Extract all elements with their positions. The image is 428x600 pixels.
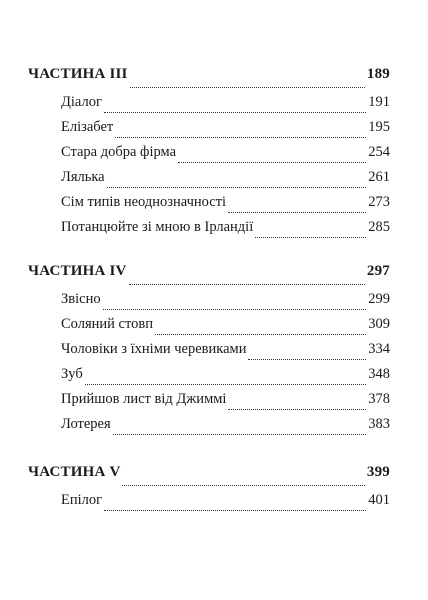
dot-leader (248, 358, 366, 360)
chapter-entry[interactable] (61, 194, 390, 219)
page-number: 273 (368, 194, 390, 210)
chapter-title: Соляний стовп (61, 316, 153, 332)
chapter-entry[interactable] (61, 94, 390, 119)
dot-leader (255, 236, 366, 238)
dot-leader (228, 211, 366, 213)
chapter-entry[interactable] (61, 169, 390, 194)
chapter-title: Звісно (61, 291, 101, 307)
chapter-entry[interactable] (61, 291, 390, 316)
page-number: 297 (366, 263, 390, 279)
dot-leader (104, 111, 366, 113)
chapter-title: Лялька (61, 169, 105, 185)
chapter-title: Прийшов лист від Джиммі (61, 391, 227, 407)
chapter-entry[interactable] (61, 144, 390, 169)
dot-leader (113, 433, 367, 435)
page-number: 378 (368, 391, 390, 407)
chapter-entry[interactable] (61, 416, 390, 441)
chapter-entry[interactable] (61, 492, 390, 517)
page-number: 261 (368, 169, 390, 185)
chapter-entry[interactable] (61, 219, 390, 244)
chapter-entry[interactable] (61, 366, 390, 391)
chapter-entry[interactable] (61, 316, 390, 341)
dot-leader (228, 408, 366, 410)
page-number: 334 (368, 341, 390, 357)
page-number: 191 (368, 94, 390, 110)
dot-leader (85, 383, 367, 385)
toc-part-5 (28, 464, 390, 517)
part-heading[interactable] (28, 263, 390, 291)
chapter-title: Стара добра фірма (61, 144, 177, 160)
page-number: 285 (368, 219, 390, 235)
chapter-title: Сім типів неоднозначності (61, 194, 227, 210)
page-number: 399 (366, 464, 390, 480)
dot-leader (178, 161, 366, 163)
page-number: 309 (368, 316, 390, 332)
chapter-title: Чоловіки з їхніми черевиками (61, 341, 247, 357)
toc-part-3 (28, 66, 390, 244)
chapter-entry[interactable] (61, 119, 390, 144)
dot-leader (155, 333, 366, 335)
toc-part-4 (28, 263, 390, 441)
dot-leader (115, 136, 366, 138)
page-number: 195 (368, 119, 390, 135)
chapter-title: Потанцюйте зі мною в Ірландії (61, 219, 254, 235)
dot-leader (129, 283, 365, 285)
page-number: 254 (368, 144, 390, 160)
part-title: ЧАСТИНА V (28, 464, 121, 480)
dot-leader (103, 308, 367, 310)
page-number: 401 (368, 492, 390, 508)
page-number: 299 (368, 291, 390, 307)
chapter-title: Діалог (61, 94, 102, 110)
part-heading[interactable] (28, 464, 390, 492)
dot-leader (130, 86, 365, 88)
chapter-title: Зуб (61, 366, 83, 382)
chapter-title: Лотерея (61, 416, 111, 432)
part-title: ЧАСТИНА IV (28, 263, 127, 279)
chapter-title: Епілог (61, 492, 103, 508)
dot-leader (104, 509, 366, 511)
chapter-entry[interactable] (61, 391, 390, 416)
part-heading[interactable] (28, 66, 390, 94)
dot-leader (122, 484, 364, 486)
page-number: 189 (366, 66, 390, 82)
chapter-title: Елізабет (61, 119, 114, 135)
page-number: 383 (368, 416, 390, 432)
part-title: ЧАСТИНА III (28, 66, 128, 82)
page-number: 348 (368, 366, 390, 382)
chapter-entry[interactable] (61, 341, 390, 366)
dot-leader (107, 186, 367, 188)
